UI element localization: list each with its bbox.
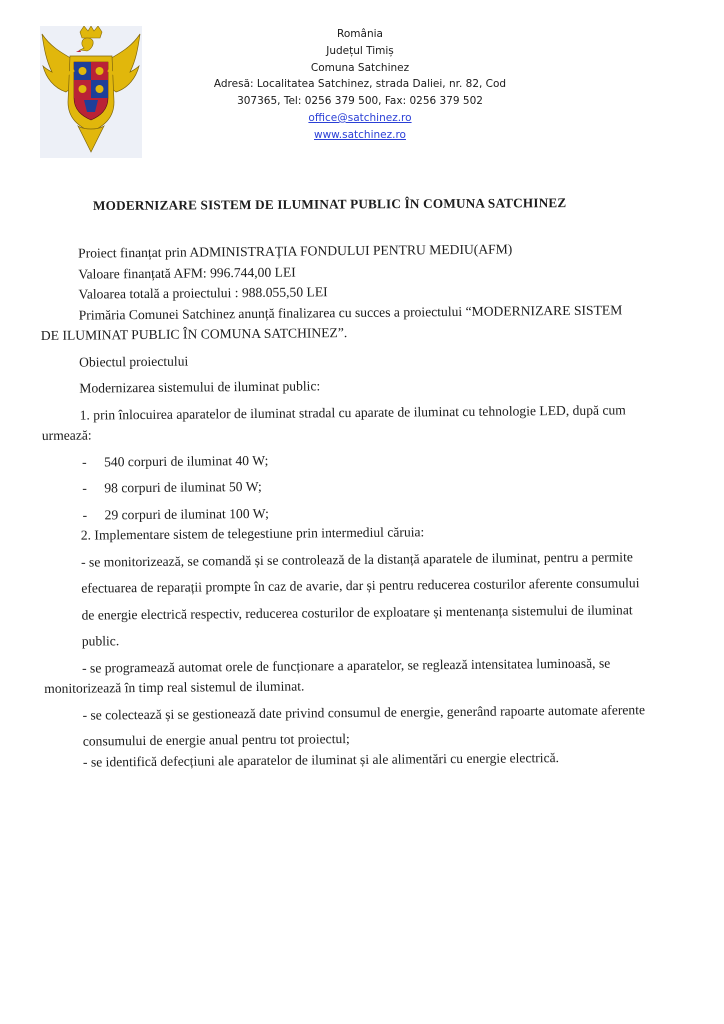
list-item: - 98 corpuri de iluminat 50 W;: [82, 478, 262, 496]
bullet-2-line-1: - se programează automat orele de funcționare a aparatelor, se reglează intensitatea luminoasă, se: [81, 655, 611, 676]
point-1-line-1: 1. prin înlocuirea aparatelor de iluminat stradal cu aparate de iluminat cu tehnologie LED, după cum: [79, 401, 626, 423]
commune-name: Comuna Satchinez: [310, 61, 410, 74]
point-1-line-2: urmează:: [41, 427, 92, 443]
list-item-text: 540 corpuri de iluminat 40 W;: [104, 452, 269, 469]
bullet-1-line-2: efectuarea de reparații prompte în caz de avarie, dar și pentru reducerea costurilor aferente consumului: [81, 575, 640, 596]
list-item: - 540 corpuri de iluminat 40 W;: [82, 452, 269, 470]
bullet-2-line-2: monitorizează în timp real sistemul de iluminat.: [44, 678, 305, 696]
country-name: România: [337, 28, 383, 40]
bullet-1-line-3: de energie electrică respectiv, reducerea costurilor de exploatare și mentenanța sistemului de iluminat: [81, 601, 633, 623]
coat-of-arms-of-romania: [40, 26, 142, 158]
document-title: MODERNIZARE SISTEM DE ILUMINAT PUBLIC ÎN COMUNA SATCHINEZ: [92, 195, 567, 213]
document-body: [40, 238, 695, 773]
announcement-line-2: DE ILUMINAT PUBLIC ÎN COMUNA SATCHINEZ”.: [40, 325, 348, 343]
bullet-1-line-4: public.: [81, 633, 120, 649]
bullet-1-line-1: - se monitorizează, se comandă și se controlează de la distanță aparatele de iluminat, pentru a permite: [80, 548, 633, 570]
announcement-line-1: Primăria Comunei Satchinez anunță finalizarea cu succes a proiectului “MODERNIZARE SISTEM: [78, 301, 623, 323]
list-item: - 29 corpuri de iluminat 100 W;: [82, 505, 269, 523]
bullet-3-line-1: - se colectează și se gestionează date privind consumul de energie, generând rapoarte automate aferente: [82, 701, 646, 723]
afm-value-line: Valoare finanțată AFM: 996.744,00 LEI: [78, 264, 296, 282]
bullet-3-line-2: consumului de energie anual pentru tot proiectul;: [82, 731, 350, 749]
financing-line: Proiect finanțat prin ADMINISTRAȚIA FONDULUI PENTRU MEDIU(AFM): [78, 241, 513, 261]
website-link[interactable]: www.satchinez.ro: [314, 128, 406, 141]
email-link[interactable]: office@satchinez.ro: [308, 111, 412, 124]
objective-text: Modernizarea sistemului de iluminat public:: [79, 378, 321, 396]
bullet-4-line-1: - se identifică defecțiuni ale aparatelor de iluminat și ale alimentări cu energie electrică.: [82, 749, 560, 770]
objective-heading: Obiectul proiectului: [79, 353, 189, 370]
list-item-text: 98 corpuri de iluminat 50 W;: [104, 478, 262, 496]
total-value-line: Valoarea totală a proiectului : 988.055,50 LEI: [78, 284, 328, 302]
list-item-text: 29 corpuri de iluminat 100 W;: [104, 505, 269, 522]
county-name: Județul Timiș: [326, 44, 394, 57]
point-2-line: 2. Implementare sistem de telegestiune prin intermediul căruia:: [80, 524, 425, 543]
letterhead: [205, 26, 515, 144]
address-text: Adresă: Localitatea Satchinez, strada Daliei, nr. 82, Cod 307365, Tel: 0256 379 500, Fax: 0256 379 502: [213, 78, 507, 108]
